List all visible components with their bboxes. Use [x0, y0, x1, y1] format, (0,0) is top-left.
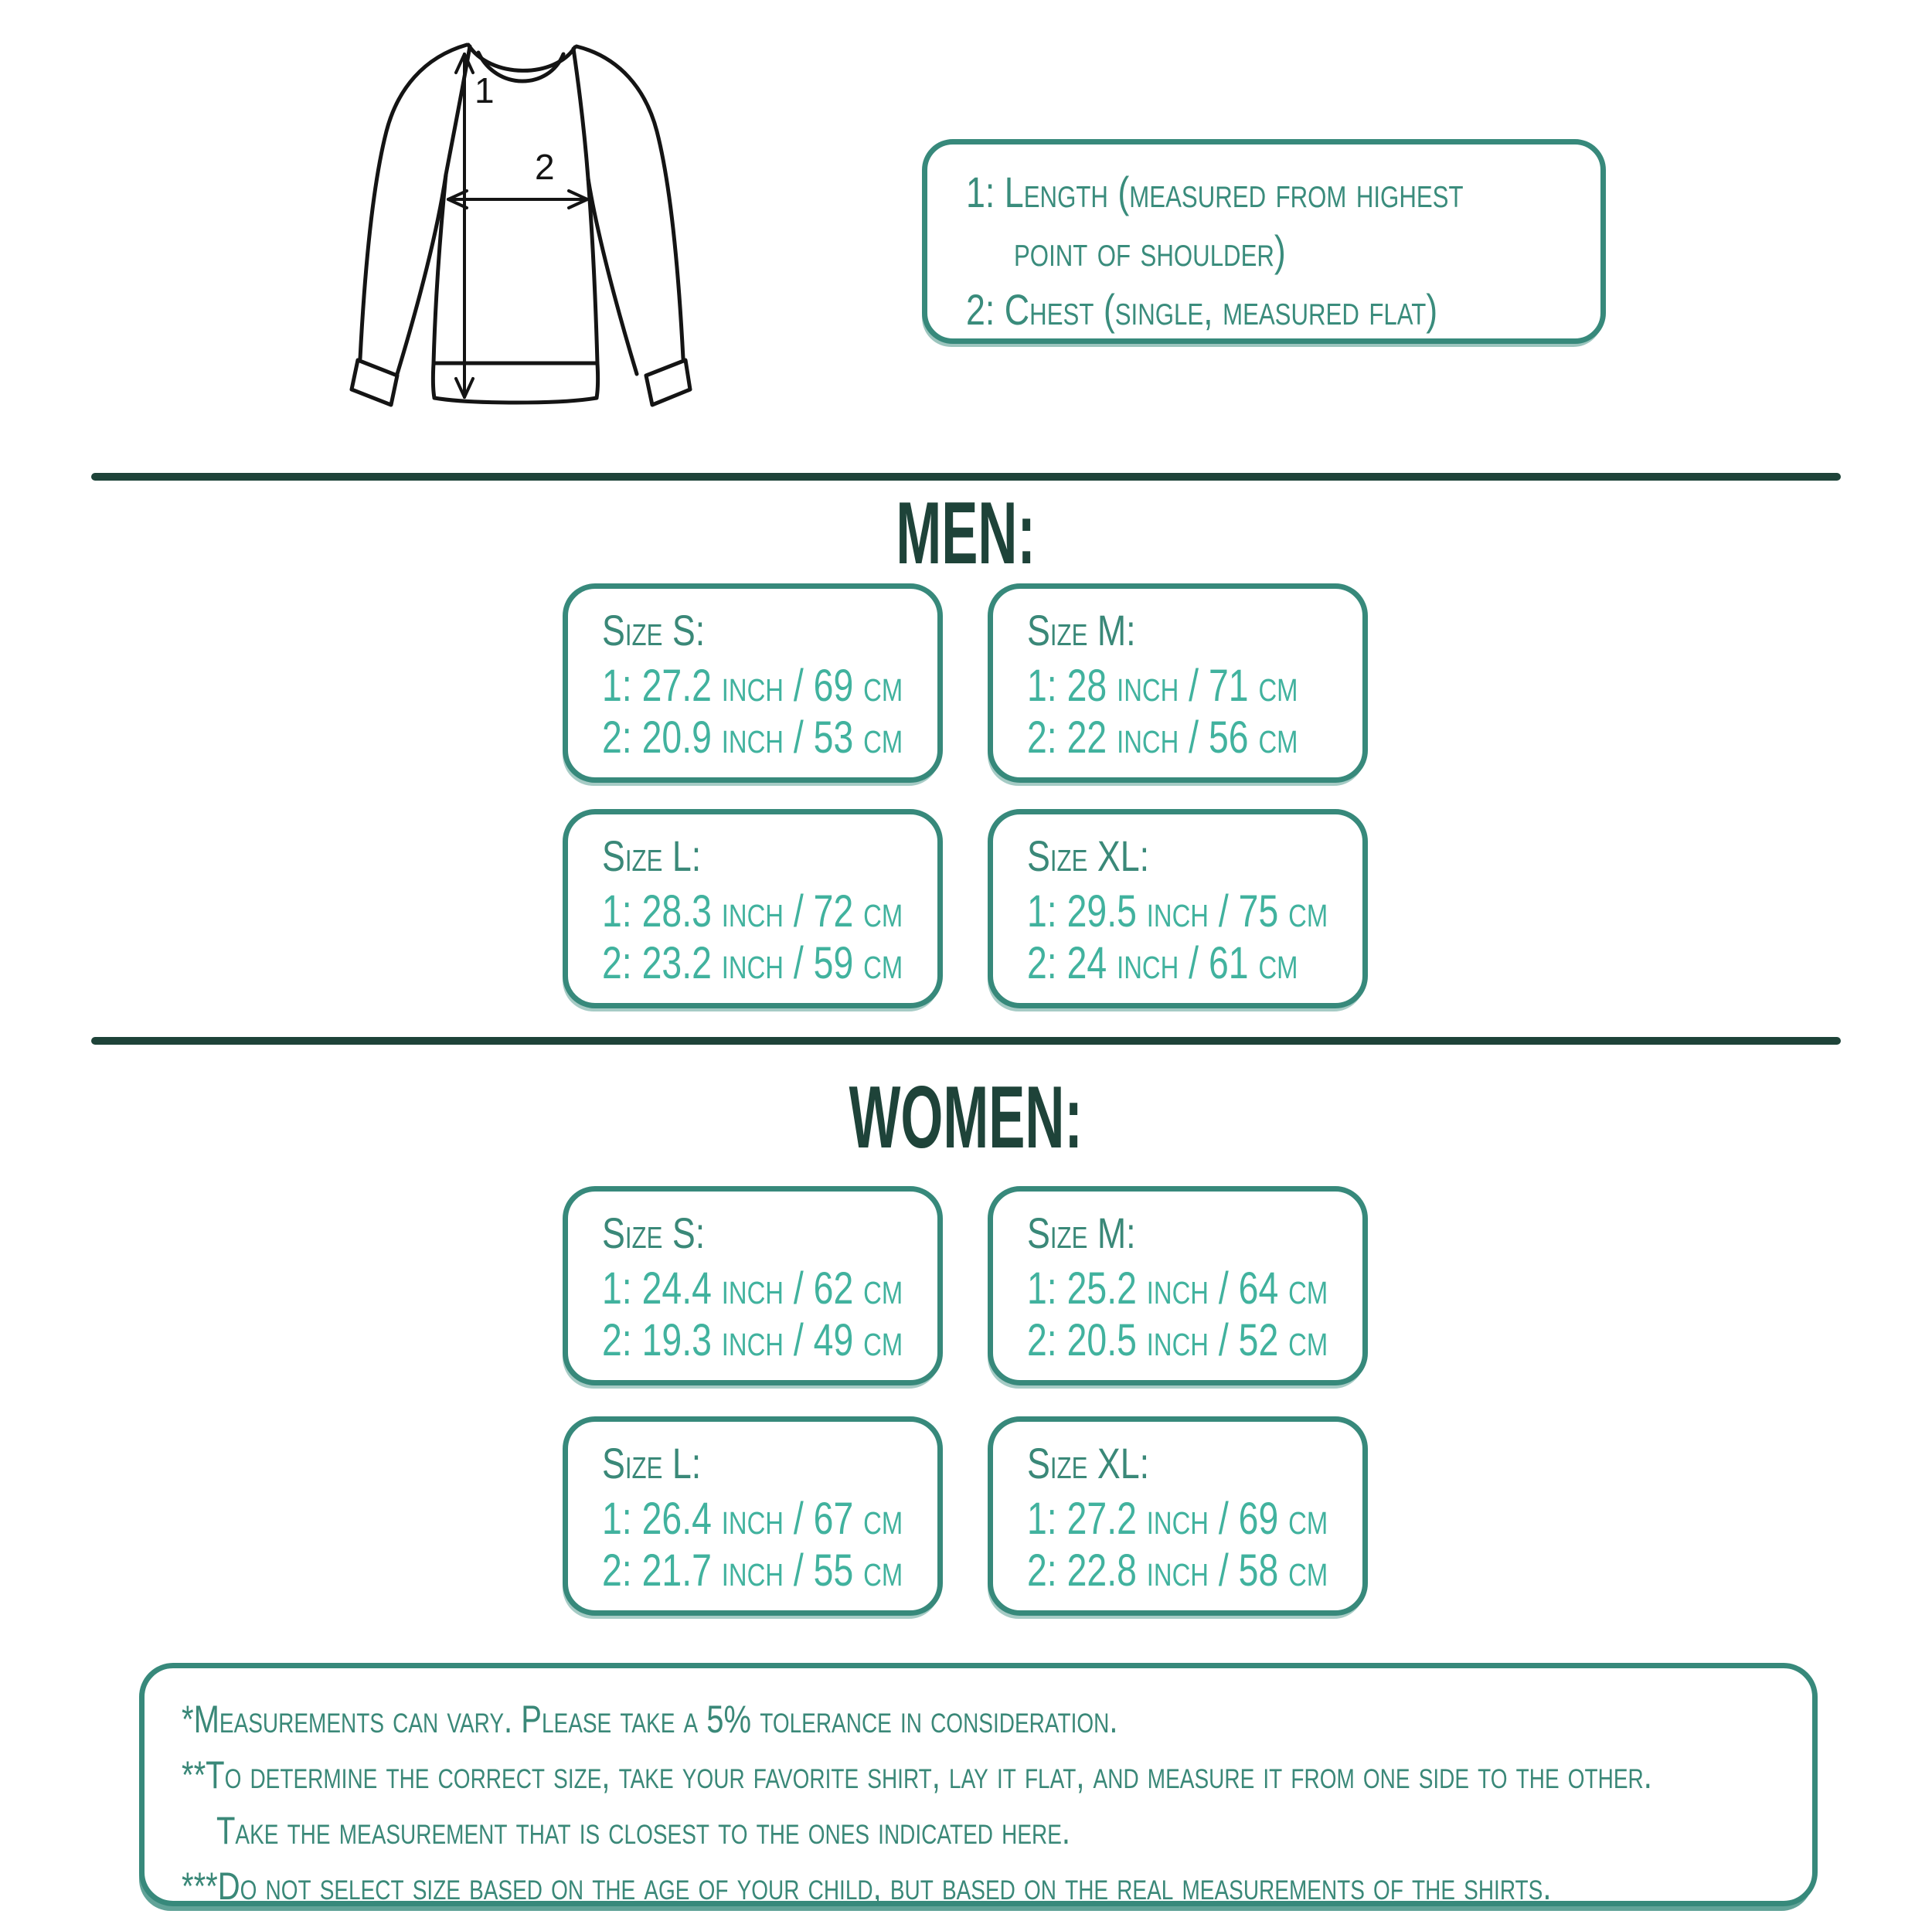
length-measurement: 1: 28.3 inch / 72 cm: [602, 886, 903, 937]
length-measurement: 1: 28 inch / 71 cm: [1027, 661, 1298, 711]
footnote-child-size: ***Do not select size based on the age of your child, but based on the real measurements of the shirts.: [182, 1865, 1552, 1908]
shirt-outline: [352, 45, 690, 405]
size-label: Size M:: [1027, 606, 1136, 654]
chest-measurement: 2: 22 inch / 56 cm: [1027, 712, 1298, 763]
chest-arrow-label: 2: [535, 147, 555, 187]
footnote-tolerance: *Measurements can vary. Please take a 5% tolerance in consideration.: [182, 1698, 1118, 1741]
women-size-xl-card: [988, 1416, 1368, 1616]
size-label: Size S:: [602, 606, 706, 654]
length-measurement: 1: 27.2 inch / 69 cm: [1027, 1494, 1328, 1544]
men-size-l-card: [563, 809, 943, 1008]
size-label: Size XL:: [1027, 1439, 1150, 1487]
size-label: Size M:: [1027, 1209, 1136, 1257]
size-label: Size L:: [602, 831, 702, 880]
measurement-legend-box: [922, 139, 1606, 344]
legend-line-2: point of shoulder): [1014, 226, 1286, 275]
length-measurement: 1: 25.2 inch / 64 cm: [1027, 1263, 1328, 1314]
chest-arrow: [448, 191, 587, 208]
length-arrow-label: 1: [474, 70, 495, 110]
footnotes-box: [139, 1663, 1818, 1906]
women-size-m-card: [988, 1186, 1368, 1385]
size-label: Size S:: [602, 1209, 706, 1257]
chest-measurement: 2: 20.9 inch / 53 cm: [602, 712, 903, 763]
men-size-m-card: [988, 583, 1368, 783]
men-size-s-card: [563, 583, 943, 783]
footnote-how-to-measure: **To determine the correct size, take your favorite shirt, lay it flat, and measure it from one side to the other.: [182, 1753, 1652, 1797]
women-section-title: WOMEN:: [849, 1069, 1083, 1167]
women-size-l-card: [563, 1416, 943, 1616]
length-measurement: 1: 26.4 inch / 67 cm: [602, 1494, 903, 1544]
men-size-xl-card: [988, 809, 1368, 1008]
length-measurement: 1: 29.5 inch / 75 cm: [1027, 886, 1328, 937]
chest-measurement: 2: 19.3 inch / 49 cm: [602, 1315, 903, 1365]
size-label: Size XL:: [1027, 831, 1150, 880]
length-measurement: 1: 27.2 inch / 69 cm: [602, 661, 903, 711]
section-divider-men: [91, 473, 1841, 481]
chest-measurement: 2: 24 inch / 61 cm: [1027, 938, 1298, 988]
chest-measurement: 2: 23.2 inch / 59 cm: [602, 938, 903, 988]
chest-measurement: 2: 21.7 inch / 55 cm: [602, 1545, 903, 1596]
chest-measurement: 2: 22.8 inch / 58 cm: [1027, 1545, 1328, 1596]
legend-line-1: 1: Length (measured from highest: [966, 168, 1464, 216]
section-divider-women: [91, 1037, 1841, 1045]
chest-measurement: 2: 20.5 inch / 52 cm: [1027, 1315, 1328, 1365]
footnote-how-to-measure-2: Take the measurement that is closest to the ones indicated here.: [216, 1809, 1071, 1852]
size-label: Size L:: [602, 1439, 702, 1487]
men-section-title: MEN:: [896, 484, 1036, 583]
shirt-diagram: [332, 14, 769, 435]
legend-line-3: 2: Chest (single, measured flat): [966, 285, 1438, 334]
women-size-s-card: [563, 1186, 943, 1385]
length-measurement: 1: 24.4 inch / 62 cm: [602, 1263, 903, 1314]
